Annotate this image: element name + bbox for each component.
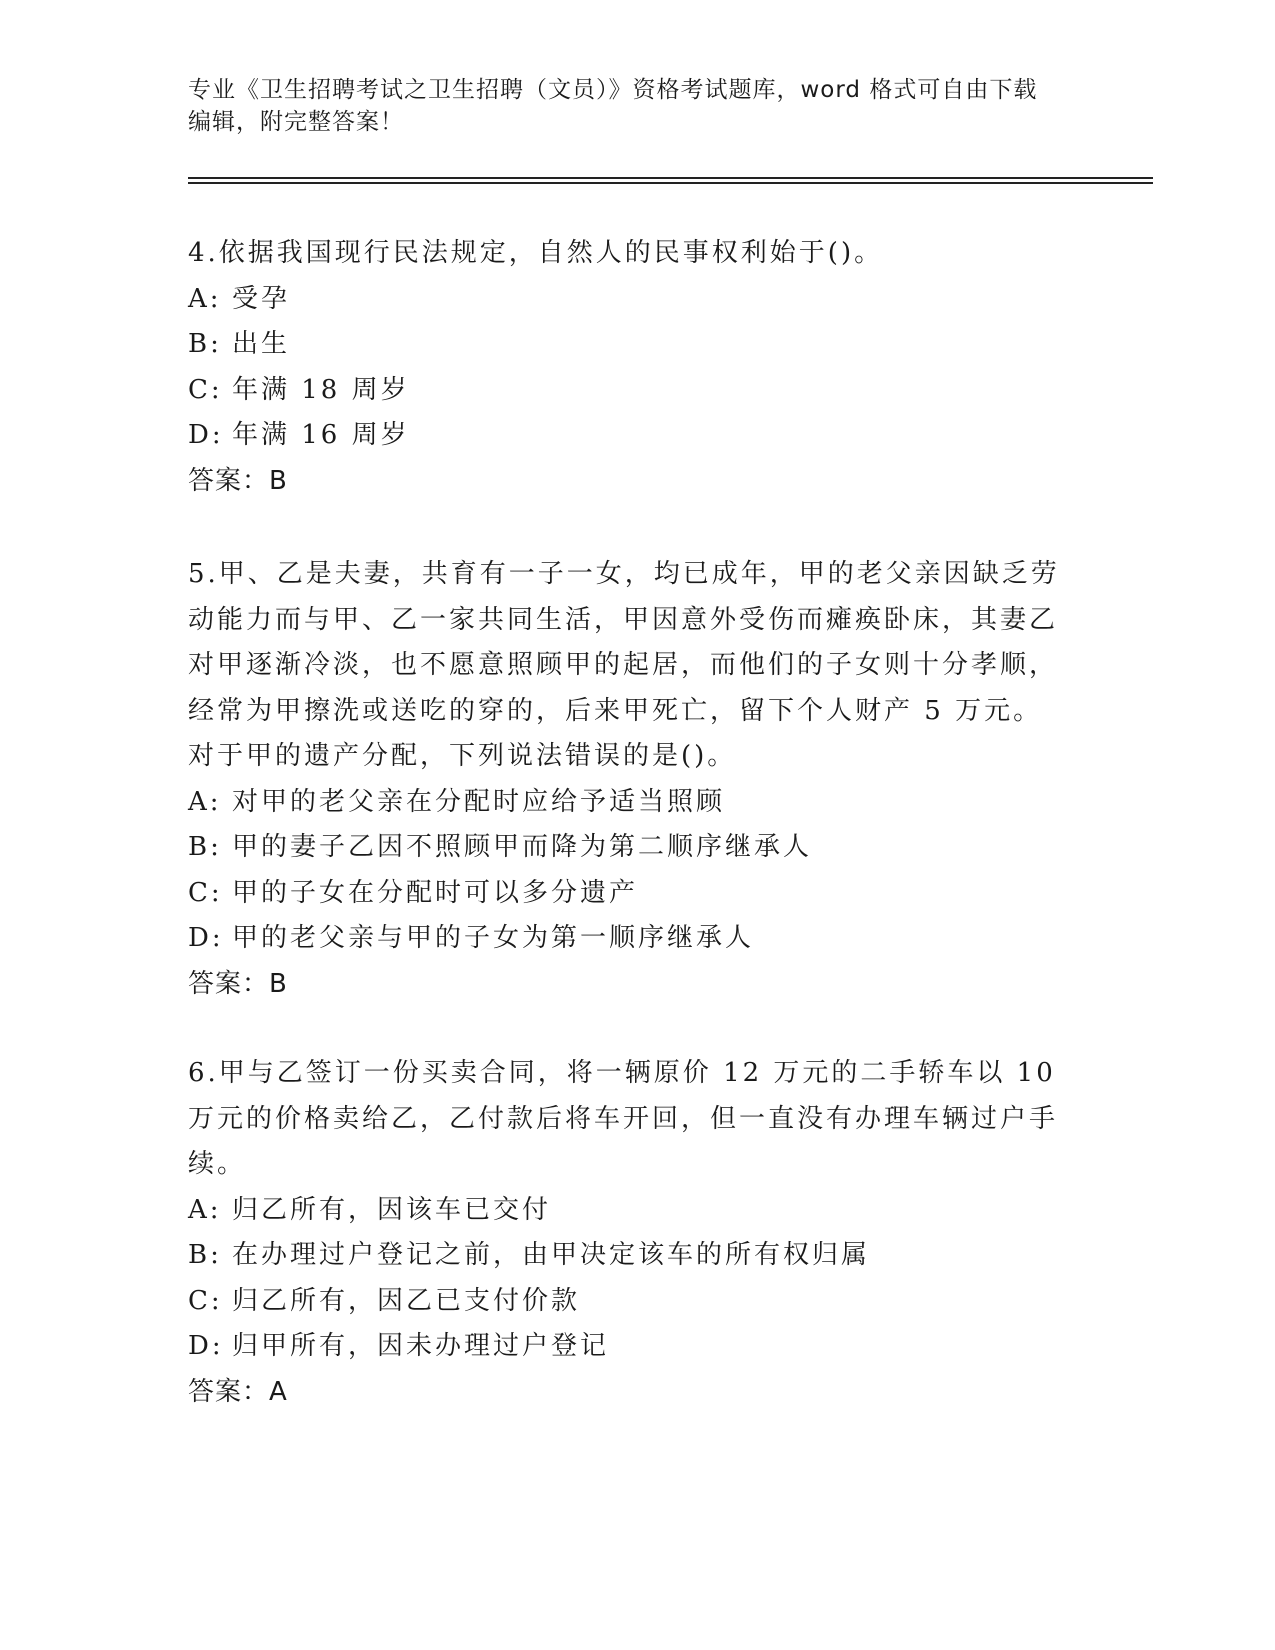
option-d: [188, 413, 1068, 459]
option-text: 对甲的老父亲在分配时应给予适当照顾: [232, 786, 726, 817]
option-text: 受孕: [232, 283, 291, 314]
question-5: [188, 552, 1068, 1007]
option-label: C:: [188, 877, 223, 908]
question-4: [188, 231, 1068, 504]
option-text: 出生: [232, 329, 291, 359]
option-text: 甲的妻子乙因不照顾甲而降为第二顺序继承人: [232, 832, 813, 862]
option-b: [188, 825, 1068, 871]
option-label: B:: [188, 329, 222, 359]
answer: 答案：A: [188, 1376, 288, 1407]
option-text: 归乙所有，因该车已交付: [232, 1194, 552, 1225]
option-a: [188, 277, 1068, 323]
answer: 答案：B: [188, 465, 288, 496]
answer: 答案：B: [188, 968, 288, 999]
option-d: [188, 916, 1068, 962]
header-line-2: 编辑，附完整答案！: [188, 109, 404, 135]
option-text: 在办理过户登记之前，由甲决定该车的所有权归属: [232, 1240, 871, 1270]
header-line-1: 专业《卫生招聘考试之卫生招聘（文员）》资格考试题库，word 格式可自由下载: [188, 77, 1038, 103]
option-label: A:: [188, 786, 222, 817]
option-text: 归乙所有，因乙已支付价款: [232, 1285, 581, 1316]
option-text: 归甲所有，因未办理过户登记: [232, 1331, 610, 1361]
question-stem: 4.依据我国现行民法规定，自然人的民事权利始于()。: [188, 238, 884, 268]
option-c: [188, 871, 1068, 917]
option-a: [188, 1188, 1068, 1234]
option-label: A:: [188, 1194, 222, 1225]
option-label: C:: [188, 374, 223, 405]
option-label: B:: [188, 832, 222, 862]
option-c: [188, 368, 1068, 414]
option-label: C:: [188, 1285, 223, 1316]
option-label: B:: [188, 1240, 222, 1270]
option-label: D:: [188, 1331, 224, 1361]
option-a: [188, 780, 1068, 826]
header-divider-top: [188, 177, 1153, 179]
document-header: [188, 74, 1088, 138]
option-d: [188, 1324, 1068, 1370]
option-text: 甲的老父亲与甲的子女为第一顺序继承人: [232, 923, 755, 953]
option-c: [188, 1279, 1068, 1325]
option-b: [188, 1233, 1068, 1279]
option-text: 年满 16 周岁: [232, 420, 410, 450]
header-divider-bottom: [188, 182, 1153, 184]
option-label: A:: [188, 283, 222, 314]
option-label: D:: [188, 420, 224, 450]
option-text: 年满 18 周岁: [232, 374, 410, 405]
option-b: [188, 322, 1068, 368]
option-text: 甲的子女在分配时可以多分遗产: [232, 877, 639, 908]
option-label: D:: [188, 923, 224, 953]
question-stem: 5.甲、乙是夫妻，共育有一子一女，均已成年，甲的老父亲因缺乏劳动能力而与甲、乙一家共同生活，甲因意外受伤而瘫痪卧床，其妻乙对甲逐渐冷淡，也不愿意照顾甲的起居，而他们的子女则十分孝顺，经常为甲擦洗或送吃的穿的，后来甲死亡，留下个人财产 5 万元。对于甲的遗产分配，下列说法错误的是()。: [188, 559, 1060, 771]
question-stem: 6.甲与乙签订一份买卖合同，将一辆原价 12 万元的二手轿车以 10 万元的价格卖给乙，乙付款后将车开回，但一直没有办理车辆过户手续。: [188, 1058, 1059, 1179]
question-6: [188, 1051, 1068, 1415]
